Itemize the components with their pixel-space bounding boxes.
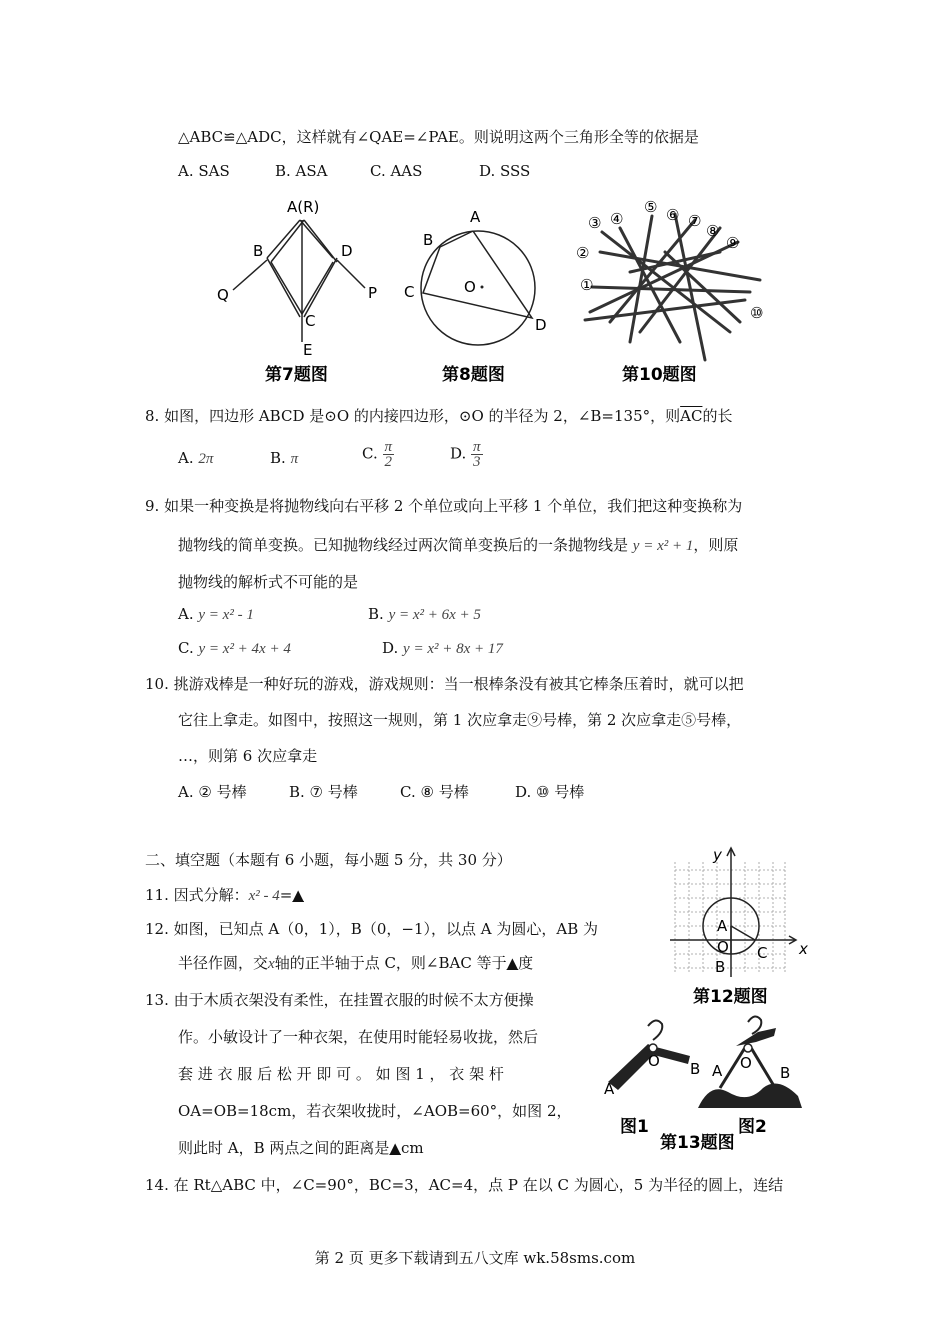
fig7-label-c: C — [305, 312, 316, 330]
q8-option-d: D. $\frac{\pi}{3}$ — [450, 439, 481, 470]
q13-line4: OA=OB=18cm，若衣架收拢时，∠AOB=60°，如图 2， — [178, 1102, 572, 1120]
q10-option-c: C. ⑧ 号棒 — [400, 783, 469, 801]
figure-12-coordinate — [665, 842, 810, 1012]
fig7-caption: 第7题图 — [265, 365, 328, 385]
q8-option-c: C. $\frac{\pi}{2}$ — [362, 439, 393, 470]
q11-text: 11. 因式分解：x² - 4=▲ — [145, 886, 304, 904]
q10-option-b: B. ⑦ 号棒 — [289, 783, 358, 801]
fig12-label-c: C — [757, 944, 768, 962]
fig13-label-b1: B — [690, 1060, 701, 1078]
figure-8-circle — [400, 200, 560, 387]
fig10-label-8: ⑧ — [706, 222, 720, 240]
q7-option-d: D. SSS — [479, 162, 531, 180]
fig12-label-b: B — [715, 958, 726, 976]
fig13-label-a2: A — [712, 1062, 723, 1080]
q9-option-c: C. y = x² + 4x + 4 — [178, 639, 291, 657]
fig12-caption: 第12题图 — [693, 987, 768, 1007]
fig8-caption: 第8题图 — [442, 365, 505, 385]
q7-option-b: B. ASA — [275, 162, 328, 180]
fig10-caption: 第10题图 — [622, 365, 697, 385]
q8-text — [145, 406, 732, 426]
figure-7-kite — [205, 192, 395, 387]
fig7-label-b: B — [253, 242, 264, 260]
q8-text-a: 8. 如图，四边形 ABCD 是⊙O 的内接四边形，⊙O 的半径为 2，∠B=135°，则 — [145, 407, 681, 425]
q12-line1: 12. 如图，已知点 A（0，1），B（0，−1），以点 A 为圆心，AB 为 — [145, 920, 598, 938]
fig10-label-9: ⑨ — [726, 234, 740, 252]
fig13-label-b2: B — [780, 1064, 791, 1082]
q8-text-b: 的长 — [702, 407, 733, 425]
q10-option-d: D. ⑩ 号棒 — [515, 783, 585, 801]
fig13-label-o2: O — [740, 1054, 752, 1072]
fig8-label-o: O — [464, 278, 476, 296]
q9-line2: 抛物线的简单变换。已知抛物线经过两次简单变换后的一条抛物线是 y = x² + 1，则原 — [178, 536, 739, 554]
section2-title: 二、填空题（本题有 6 小题，每小题 5 分，共 30 分） — [145, 851, 512, 869]
fig13-sub2: 图2 — [738, 1117, 767, 1137]
q9-line3: 抛物线的解析式不可能的是 — [178, 573, 359, 591]
fig13-caption: 第13题图 — [660, 1133, 735, 1153]
fig8-label-b: B — [423, 231, 434, 249]
fig7-label-a: A(R) — [287, 198, 320, 216]
q7-option-a: A. SAS — [178, 162, 230, 180]
q11-blank: ▲ — [292, 886, 304, 904]
fig13-sub1: 图1 — [620, 1117, 649, 1137]
q9-option-b: B. y = x² + 6x + 5 — [368, 605, 481, 623]
page-footer: 第 2 页 更多下载请到五八文库 wk.58sms.com — [314, 1249, 636, 1267]
fig13-label-o1: O — [648, 1052, 660, 1070]
q12-blank: ▲ — [506, 954, 519, 972]
fig12-label-x: x — [799, 940, 808, 958]
fig10-label-10: ⑩ — [750, 304, 764, 322]
q13-line3: 套 进 衣 服 后 松 开 即 可 。 如 图 1 ， 衣 架 杆 — [178, 1065, 504, 1083]
fig10-label-5: ⑤ — [644, 198, 658, 216]
q13-line1: 13. 由于木质衣架没有柔性，在挂置衣服的时候不太方便操 — [145, 991, 534, 1009]
fig10-label-3: ③ — [588, 214, 602, 232]
q10-line1: 10. 挑游戏棒是一种好玩的游戏，游戏规则：当一根棒条没有被其它棒条压着时，就可以把 — [145, 675, 744, 693]
q10-line3: …，则第 6 次应拿走 — [178, 747, 318, 765]
q10-line2: 它往上拿走。如图中，按照这一规则，第 1 次应拿走⑨号棒，第 2 次应拿走⑤号棒， — [178, 711, 742, 729]
fig12-label-y: y — [713, 846, 722, 864]
fig10-label-4: ④ — [610, 210, 624, 228]
fig10-label-7: ⑦ — [688, 212, 702, 230]
fig8-label-a: A — [470, 208, 481, 226]
fig7-label-q: Q — [217, 286, 229, 304]
q12-line2: 半径作圆，交x轴的正半轴于点 C，则∠BAC 等于▲度 — [178, 954, 534, 972]
q13-line2: 作。小敏设计了一种衣架，在使用时能轻易收拢，然后 — [178, 1028, 539, 1046]
fig10-label-1: ① — [580, 276, 594, 294]
fig12-label-o: O — [717, 938, 729, 956]
q9-option-a: A. y = x² - 1 — [178, 605, 254, 623]
q14-line1: 14. 在 Rt△ABC 中，∠C=90°，BC=3，AC=4，点 P 在以 C 为圆心，5 为半径的圆上，连结 — [145, 1176, 784, 1194]
q10-option-a: A. ② 号棒 — [178, 783, 247, 801]
fig8-label-d: D — [535, 316, 547, 334]
figure-13-hangers — [598, 1010, 813, 1155]
figure-10-sticks — [570, 192, 780, 387]
fig10-label-6: ⑥ — [666, 206, 680, 224]
fig13-label-a1: A — [604, 1080, 615, 1098]
fig12-label-a: A — [717, 917, 728, 935]
q7-option-c: C. AAS — [370, 162, 423, 180]
q9-option-d: D. y = x² + 8x + 17 — [382, 639, 503, 657]
q13-blank: ▲ — [389, 1139, 401, 1157]
fig7-label-d: D — [341, 242, 353, 260]
q8-arc: $\overline{AC}$ — [680, 407, 703, 425]
q7-text: △ABC≌△ADC，这样就有∠QAE=∠PAE。则说明这两个三角形全等的依据是 — [178, 128, 699, 146]
fig8-label-c: C — [404, 283, 415, 301]
q8-option-a: A. 2π — [178, 449, 214, 467]
fig7-label-p: P — [368, 284, 378, 302]
fig7-label-e: E — [303, 341, 313, 359]
fig10-label-2: ② — [576, 244, 590, 262]
q8-option-b: B. π — [270, 449, 299, 467]
q9-line1: 9. 如果一种变换是将抛物线向右平移 2 个单位或向上平移 1 个单位，我们把这种变换称为 — [145, 497, 743, 515]
q13-line5: 则此时 A，B 两点之间的距离是▲cm — [178, 1139, 424, 1157]
